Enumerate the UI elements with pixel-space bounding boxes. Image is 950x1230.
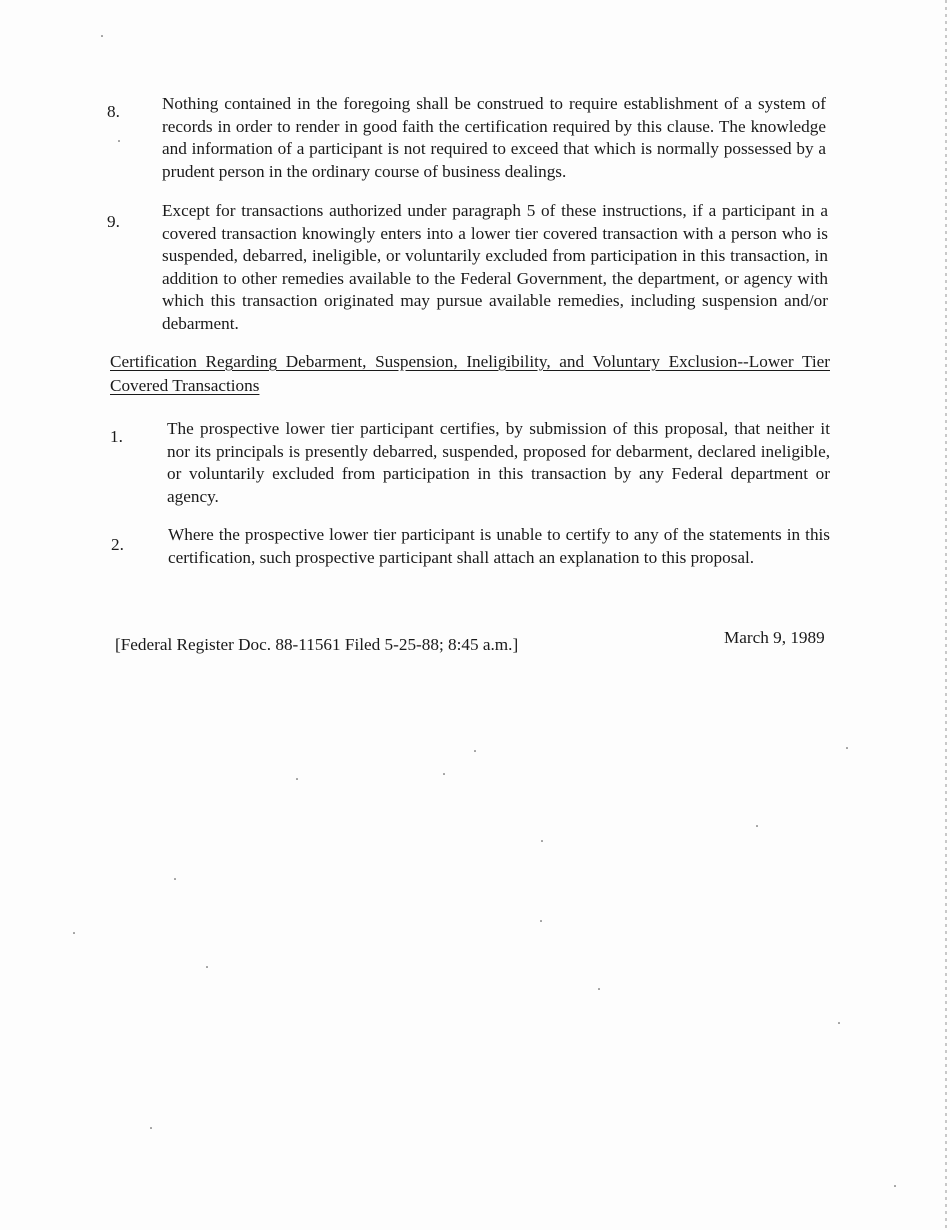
- document-date: March 9, 1989: [724, 628, 825, 647]
- item-8-number: 8.: [107, 102, 120, 121]
- scan-speck: [73, 932, 75, 934]
- scan-speck: [296, 778, 298, 780]
- item-8-text: Nothing contained in the foregoing shall be construed to require establishment of a system of records in order to render in good faith the certification required by this clause. The knowledge and information of a participant is not required to exceed that which is normally possessed by a prudent person in the ordinary course of business dealings.: [162, 94, 826, 181]
- scan-speck: [838, 1022, 840, 1024]
- item-9-text: Except for transactions authorized under paragraph 5 of these instructions, if a participant in a covered transaction knowingly enters into a lower tier covered transaction with a person who is suspended, debarred, ineligible, or voluntarily excluded from participation in this transaction, in addition to other remedies available to the Federal Government, the department, or agency with which this transaction originated may pursue available remedies, including suspension and/or debarment.: [162, 201, 828, 333]
- scan-speck: [894, 1185, 896, 1187]
- scan-speck: [846, 747, 848, 749]
- scan-speck: [206, 966, 208, 968]
- scan-speck: [174, 878, 176, 880]
- scan-speck: [443, 773, 445, 775]
- cert-item-2-number: 2.: [111, 535, 124, 554]
- scan-speck: [540, 920, 542, 922]
- item-9-number: 9.: [107, 212, 120, 231]
- certification-heading: Certification Regarding Debarment, Suspension, Ineligibility, and Voluntary Exclusion--Lower Tier Covered Transactions: [110, 352, 830, 395]
- federal-register-citation: [Federal Register Doc. 88-11561 Filed 5-25-88; 8:45 a.m.]: [115, 635, 519, 654]
- cert-item-2-text: Where the prospective lower tier participant is unable to certify to any of the statements in this certification, such prospective participant shall attach an explanation to this proposal.: [168, 525, 830, 567]
- scan-speck: [541, 840, 543, 842]
- scan-speck: [474, 750, 476, 752]
- scan-edge: [945, 0, 947, 1230]
- scan-speck: [118, 140, 120, 142]
- scan-speck: [756, 825, 758, 827]
- scan-speck: [150, 1127, 152, 1129]
- cert-item-1-number: 1.: [110, 427, 123, 446]
- cert-item-1-text: The prospective lower tier participant certifies, by submission of this proposal, that neither it nor its principals is presently debarred, suspended, proposed for debarment, declared ineligible, or voluntarily excluded from participation in this transaction by any Federal department or agency.: [167, 419, 830, 506]
- scan-speck: [101, 35, 103, 37]
- scan-speck: [598, 988, 600, 990]
